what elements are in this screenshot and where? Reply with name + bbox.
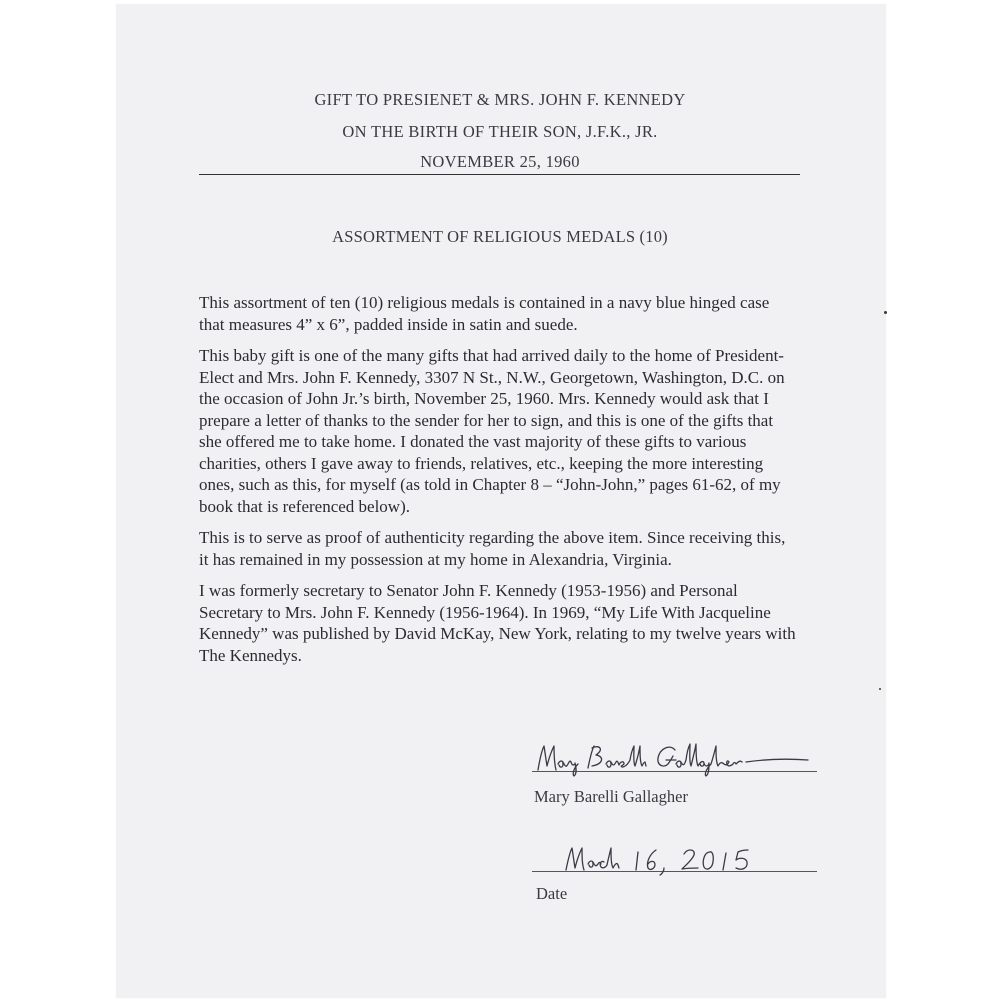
document-subtitle: ASSORTMENT OF RELIGIOUS MEDALS (10) [332,227,668,246]
header-line-2: ON THE BIRTH OF THEIR SON, J.F.K., JR. [342,122,658,141]
paper-speck [884,311,887,314]
header-line-1: GIFT TO PRESIENET & MRS. JOHN F. KENNEDY [314,90,686,109]
paragraph-4: I was formerly secretary to Senator John F. Kennedy (1953-1956) and Personal Secretary to Mrs. John F. Kennedy (1956-1964). In 1969, “My Life With Jacqueline Kennedy” was published by David McKay, New York, relating to my twelve years with The Kennedys. [199,581,796,665]
header-rule [199,174,800,175]
handwritten-date [560,840,800,876]
handwritten-signature [530,738,820,778]
paragraph-3: This is to serve as proof of authenticity regarding the above item. Since receiving this, it has remained in my possession at my home in Alexandria, Virginia. [199,528,786,569]
paper-speck [879,688,881,690]
document-body [199,292,799,676]
date-label: Date [536,884,568,903]
paragraph-1: This assortment of ten (10) religious medals is contained in a navy blue hinged case that measures 4” x 6”, padded inside in satin and suede. [199,293,770,334]
header-line-3: NOVEMBER 25, 1960 [420,152,580,171]
paragraph-2: This baby gift is one of the many gifts that had arrived daily to the home of President-Elect and Mrs. John F. Kennedy, 3307 N St., N.W., Georgetown, Washington, D.C. on the occasion of John Jr.’s birth, November 25, 1960. Mrs. Kennedy would ask that I prepare a letter of thanks to the sender for her to sign, and this is one of the gifts that she offered me to take home. I donated the vast majority of these gifts to various charities, others I gave away to friends, relatives, etc., keeping the more interesting ones, such as this, for myself (as told in Chapter 8 – “John-John,” pages 61-62, of my book that is referenced below). [199,346,785,516]
signer-printed-name: Mary Barelli Gallagher [534,787,688,806]
